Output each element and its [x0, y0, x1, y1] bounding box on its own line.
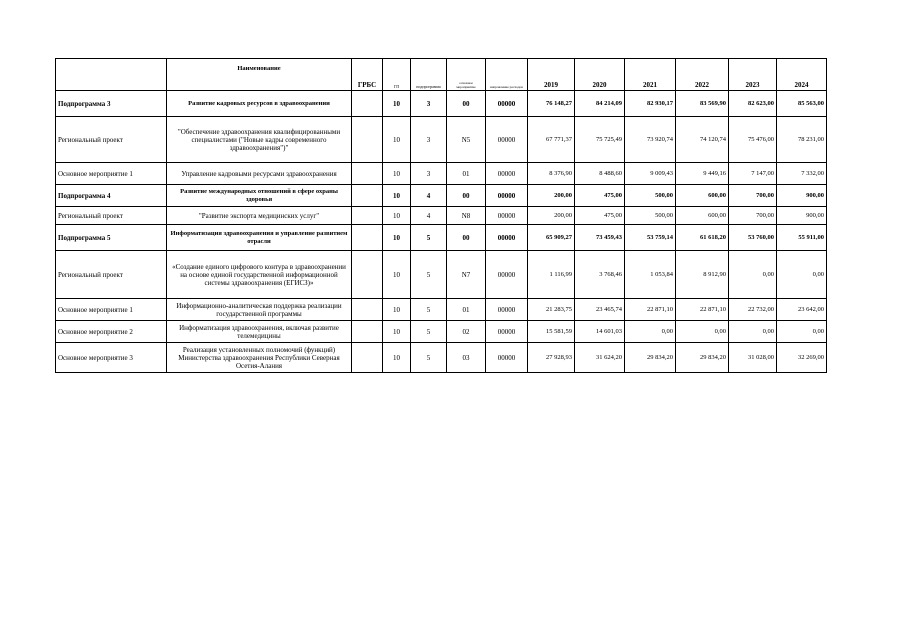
row-direction: 00000: [486, 207, 528, 225]
header-main-event: основное мероприятие: [447, 59, 486, 91]
table-row: [56, 321, 827, 343]
table-row: [56, 225, 827, 251]
row-grbs: [352, 343, 383, 373]
row-category: Региональный проект: [56, 251, 167, 299]
row-value-2022: 8 912,90: [676, 251, 729, 299]
row-value-2020: 14 601,03: [575, 321, 625, 343]
row-main-event: 01: [447, 163, 486, 185]
row-value-2021: 500,00: [625, 185, 676, 207]
row-direction: 00000: [486, 321, 528, 343]
header-name: Наименование: [167, 59, 352, 91]
row-grbs: [352, 163, 383, 185]
row-value-2020: 475,00: [575, 207, 625, 225]
row-subprogram: 3: [411, 117, 447, 163]
budget-table: [55, 58, 827, 373]
row-category: Основное мероприятие 2: [56, 321, 167, 343]
row-value-2023: 22 732,00: [729, 299, 777, 321]
row-gp: 10: [383, 299, 411, 321]
row-main-event: 00: [447, 185, 486, 207]
row-value-2021: 22 871,10: [625, 299, 676, 321]
row-name: Управление кадровыми ресурсами здравоохранения: [167, 163, 352, 185]
row-value-2020: 8 488,60: [575, 163, 625, 185]
row-value-2024: 900,00: [777, 185, 827, 207]
row-main-event: 00: [447, 91, 486, 117]
row-gp: 10: [383, 207, 411, 225]
row-subprogram: 4: [411, 185, 447, 207]
row-direction: 00000: [486, 343, 528, 373]
row-value-2022: 0,00: [676, 321, 729, 343]
row-grbs: [352, 225, 383, 251]
row-value-2019: 76 148,27: [528, 91, 575, 117]
row-value-2019: 27 928,93: [528, 343, 575, 373]
header-gp: ГП: [383, 59, 411, 91]
row-gp: 10: [383, 117, 411, 163]
row-main-event: 00: [447, 225, 486, 251]
row-grbs: [352, 117, 383, 163]
row-direction: 00000: [486, 163, 528, 185]
row-value-2020: 31 624,20: [575, 343, 625, 373]
header-subprogram: подпрограмма: [411, 59, 447, 91]
row-grbs: [352, 251, 383, 299]
row-direction: 00000: [486, 185, 528, 207]
row-category: Основное мероприятие 1: [56, 163, 167, 185]
row-gp: 10: [383, 91, 411, 117]
row-gp: 10: [383, 185, 411, 207]
row-value-2023: 700,00: [729, 207, 777, 225]
row-direction: 00000: [486, 299, 528, 321]
row-value-2024: 55 911,00: [777, 225, 827, 251]
row-category: Региональный проект: [56, 117, 167, 163]
row-subprogram: 5: [411, 321, 447, 343]
row-subprogram: 5: [411, 343, 447, 373]
table-row: [56, 299, 827, 321]
row-value-2020: 84 214,09: [575, 91, 625, 117]
header-year: 2023: [729, 59, 777, 91]
row-direction: 00000: [486, 117, 528, 163]
row-value-2021: 82 930,17: [625, 91, 676, 117]
row-grbs: [352, 91, 383, 117]
row-value-2020: 75 725,49: [575, 117, 625, 163]
row-direction: 00000: [486, 251, 528, 299]
row-value-2022: 22 871,10: [676, 299, 729, 321]
row-value-2020: 23 465,74: [575, 299, 625, 321]
row-value-2021: 1 053,84: [625, 251, 676, 299]
row-value-2024: 900,00: [777, 207, 827, 225]
row-gp: 10: [383, 225, 411, 251]
row-category: Подпрограмма 3: [56, 91, 167, 117]
row-name: "Обеспечение здравоохранения квалифицированными специалистами ("Новые кадры современного здравоохранения")": [167, 117, 352, 163]
row-value-2019: 200,00: [528, 207, 575, 225]
row-subprogram: 4: [411, 207, 447, 225]
header-year: 2024: [777, 59, 827, 91]
row-name: Информатизация здравоохранения, включая развитие телемедицины: [167, 321, 352, 343]
row-name: Реализация установленных полномочий (функций) Министерства здравоохранения Республики Северная Осетия-Алания: [167, 343, 352, 373]
row-value-2021: 9 009,43: [625, 163, 676, 185]
row-value-2022: 29 834,20: [676, 343, 729, 373]
row-value-2019: 65 909,27: [528, 225, 575, 251]
row-gp: 10: [383, 343, 411, 373]
header-year: 2022: [676, 59, 729, 91]
row-value-2023: 53 760,00: [729, 225, 777, 251]
row-value-2023: 0,00: [729, 321, 777, 343]
row-gp: 10: [383, 321, 411, 343]
table-row: [56, 207, 827, 225]
row-value-2023: 31 028,00: [729, 343, 777, 373]
row-category: Основное мероприятие 3: [56, 343, 167, 373]
row-value-2024: 23 642,00: [777, 299, 827, 321]
row-grbs: [352, 185, 383, 207]
row-value-2021: 29 834,20: [625, 343, 676, 373]
row-category: Подпрограмма 4: [56, 185, 167, 207]
row-value-2021: 500,00: [625, 207, 676, 225]
row-gp: 10: [383, 251, 411, 299]
header-category: [56, 59, 167, 91]
row-value-2024: 7 332,00: [777, 163, 827, 185]
header-direction: направление расходов: [486, 59, 528, 91]
row-category: Региональный проект: [56, 207, 167, 225]
row-subprogram: 3: [411, 163, 447, 185]
row-main-event: N5: [447, 117, 486, 163]
row-subprogram: 5: [411, 225, 447, 251]
row-name: "Развитие экспорта медицинских услуг": [167, 207, 352, 225]
row-value-2020: 73 459,43: [575, 225, 625, 251]
row-main-event: 01: [447, 299, 486, 321]
row-value-2024: 85 563,00: [777, 91, 827, 117]
row-main-event: 03: [447, 343, 486, 373]
row-name: Развитие международных отношений в сфере охраны здоровья: [167, 185, 352, 207]
row-value-2019: 1 116,99: [528, 251, 575, 299]
row-subprogram: 3: [411, 91, 447, 117]
row-name: Информатизация здравоохранения и управление развитием отрасли: [167, 225, 352, 251]
row-value-2022: 600,00: [676, 207, 729, 225]
row-value-2023: 0,00: [729, 251, 777, 299]
table-body: [56, 91, 827, 373]
row-value-2019: 67 771,37: [528, 117, 575, 163]
row-value-2021: 0,00: [625, 321, 676, 343]
table-row: [56, 343, 827, 373]
table-row: [56, 251, 827, 299]
row-direction: 00000: [486, 91, 528, 117]
header-row: [56, 59, 827, 91]
row-value-2022: 74 120,74: [676, 117, 729, 163]
row-main-event: N7: [447, 251, 486, 299]
row-value-2019: 200,00: [528, 185, 575, 207]
row-gp: 10: [383, 163, 411, 185]
table-row: [56, 185, 827, 207]
row-value-2022: 9 449,16: [676, 163, 729, 185]
header-year: 2021: [625, 59, 676, 91]
header-year: 2020: [575, 59, 625, 91]
row-value-2022: 61 618,20: [676, 225, 729, 251]
budget-table-sheet: [55, 58, 827, 373]
row-value-2021: 53 759,14: [625, 225, 676, 251]
row-value-2023: 7 147,00: [729, 163, 777, 185]
row-main-event: N8: [447, 207, 486, 225]
row-value-2024: 0,00: [777, 321, 827, 343]
row-value-2020: 3 768,46: [575, 251, 625, 299]
row-value-2022: 600,00: [676, 185, 729, 207]
row-name: Развитие кадровых ресурсов в здравоохранении: [167, 91, 352, 117]
row-subprogram: 5: [411, 299, 447, 321]
row-value-2023: 700,00: [729, 185, 777, 207]
table-row: [56, 163, 827, 185]
row-main-event: 02: [447, 321, 486, 343]
row-subprogram: 5: [411, 251, 447, 299]
row-value-2019: 21 283,75: [528, 299, 575, 321]
row-value-2019: 15 581,59: [528, 321, 575, 343]
row-grbs: [352, 207, 383, 225]
row-value-2024: 78 231,00: [777, 117, 827, 163]
row-grbs: [352, 321, 383, 343]
table-row: [56, 91, 827, 117]
row-value-2019: 8 376,90: [528, 163, 575, 185]
row-value-2022: 83 569,90: [676, 91, 729, 117]
row-direction: 00000: [486, 225, 528, 251]
row-grbs: [352, 299, 383, 321]
row-value-2023: 75 476,00: [729, 117, 777, 163]
row-value-2024: 0,00: [777, 251, 827, 299]
table-row: [56, 117, 827, 163]
row-value-2021: 73 920,74: [625, 117, 676, 163]
row-value-2020: 475,00: [575, 185, 625, 207]
row-name: Информационно-аналитическая поддержка реализации государственной программы: [167, 299, 352, 321]
row-value-2024: 32 269,00: [777, 343, 827, 373]
header-year: 2019: [528, 59, 575, 91]
header-grbs: ГРБС: [352, 59, 383, 91]
row-name: «Создание единого цифрового контура в здравоохранении на основе единой государственной информационной системы здравоохранения (ЕГИСЗ)»: [167, 251, 352, 299]
row-value-2023: 82 623,00: [729, 91, 777, 117]
row-category: Основное мероприятие 1: [56, 299, 167, 321]
row-category: Подпрограмма 5: [56, 225, 167, 251]
